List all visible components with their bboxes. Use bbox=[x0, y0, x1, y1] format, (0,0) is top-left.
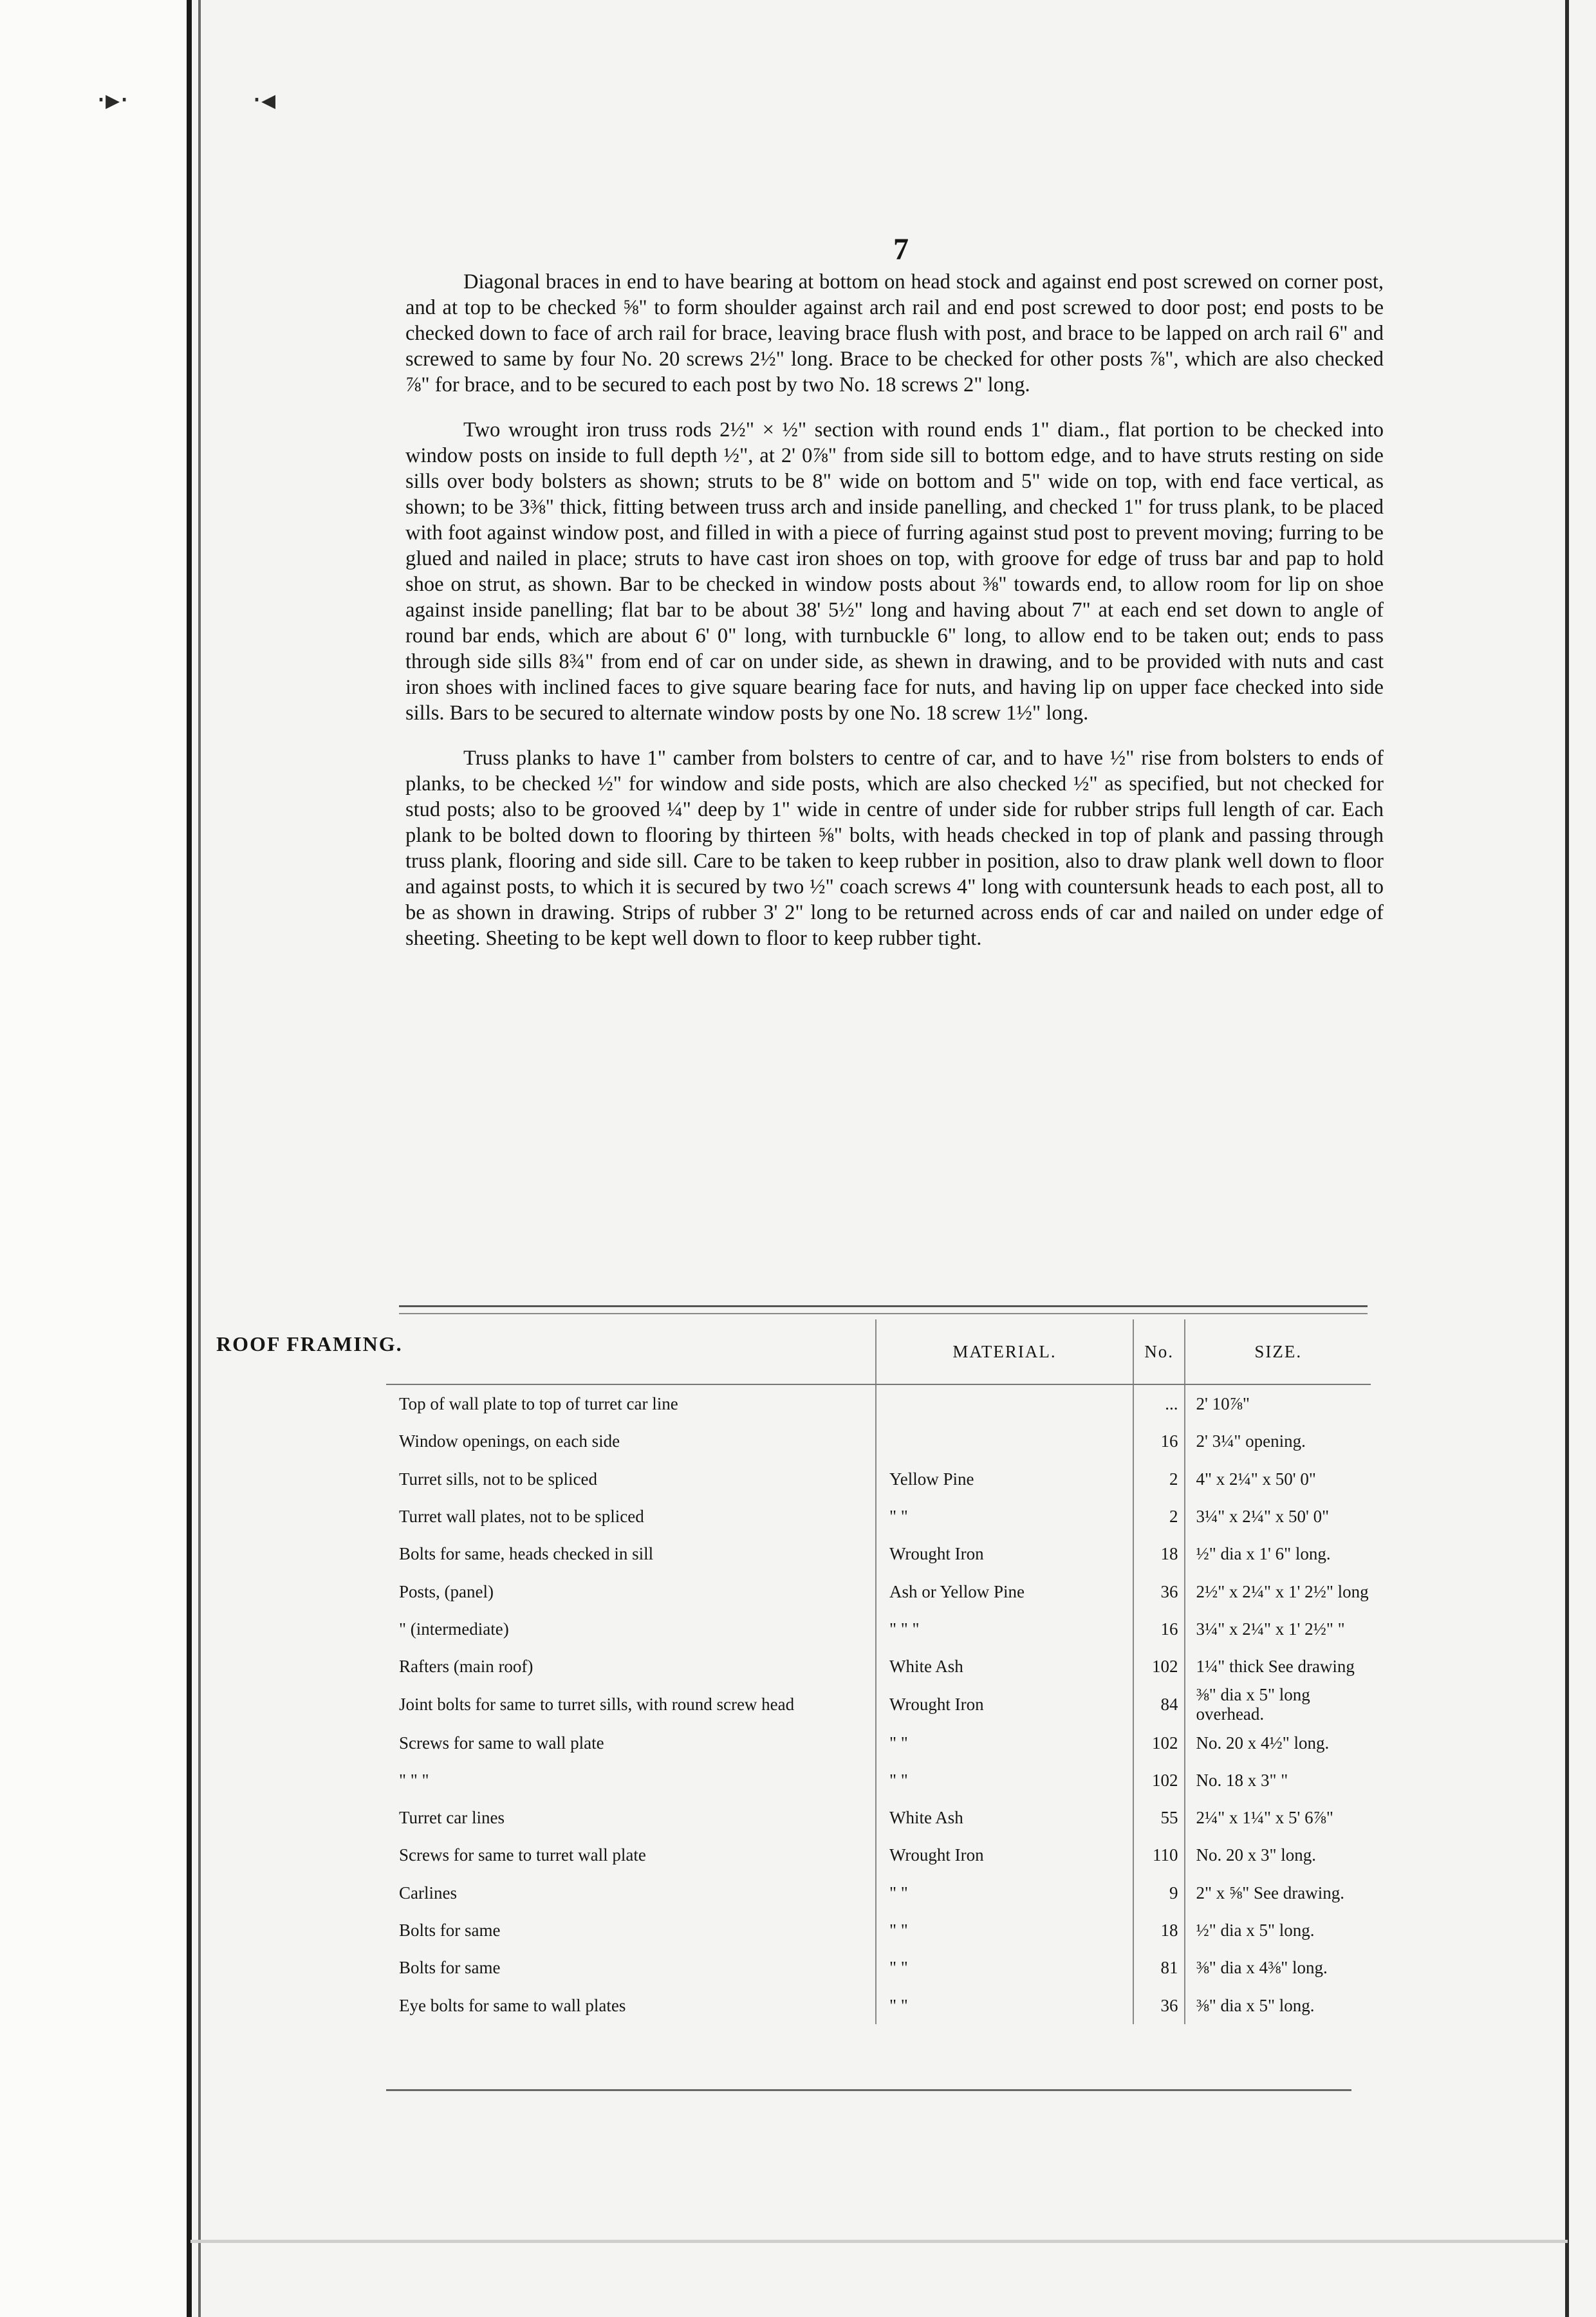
row-size: 3¼" x 2¼" x 50' 0" bbox=[1185, 1498, 1371, 1535]
row-description: Bolts for same bbox=[399, 1958, 501, 1978]
row-number: 36 bbox=[1133, 1986, 1185, 2024]
row-size: 1¼" thick See drawing bbox=[1185, 1648, 1371, 1685]
table-row bbox=[386, 1610, 1371, 1648]
table-row bbox=[386, 1384, 1371, 1422]
row-number: 36 bbox=[1133, 1572, 1185, 1610]
row-material: " " bbox=[876, 1874, 1133, 1912]
row-size: ⅜" dia x 4⅜" long. bbox=[1185, 1949, 1371, 1986]
row-size: 2¼" x 1¼" x 5' 6⅞" bbox=[1185, 1799, 1371, 1836]
row-size: ⅜" dia x 5" long. bbox=[1185, 1986, 1371, 2024]
row-material: Wrought Iron bbox=[876, 1836, 1133, 1874]
row-number: ... bbox=[1133, 1384, 1185, 1422]
row-material: Yellow Pine bbox=[876, 1460, 1133, 1498]
row-description: " " " bbox=[399, 1770, 429, 1790]
header-size: SIZE. bbox=[1185, 1319, 1371, 1384]
table-row bbox=[386, 1762, 1371, 1799]
row-material: " " bbox=[876, 1498, 1133, 1535]
table-row bbox=[386, 1648, 1371, 1685]
header-description bbox=[386, 1319, 876, 1384]
row-number: 102 bbox=[1133, 1762, 1185, 1799]
row-size: 2' 3¼" opening. bbox=[1185, 1422, 1371, 1460]
table-row bbox=[386, 1685, 1371, 1724]
table-row bbox=[386, 1986, 1371, 2024]
row-description: " (intermediate) bbox=[399, 1619, 509, 1639]
row-number: 2 bbox=[1133, 1498, 1185, 1535]
page-number: 7 bbox=[893, 232, 909, 266]
header-no: No. bbox=[1133, 1319, 1185, 1384]
row-number: 110 bbox=[1133, 1836, 1185, 1874]
row-description: Turret car lines bbox=[399, 1808, 505, 1828]
row-material: " " bbox=[876, 1949, 1133, 1986]
row-number: 9 bbox=[1133, 1874, 1185, 1912]
row-material: " " bbox=[876, 1986, 1133, 2024]
row-number: 2 bbox=[1133, 1460, 1185, 1498]
row-material: White Ash bbox=[876, 1799, 1133, 1836]
row-size: No. 20 x 4½" long. bbox=[1185, 1724, 1371, 1761]
table-row bbox=[386, 1912, 1371, 1949]
row-number: 55 bbox=[1133, 1799, 1185, 1836]
row-material: " " bbox=[876, 1912, 1133, 1949]
row-description: Screws for same to wall plate bbox=[399, 1733, 604, 1753]
paragraph-truss-rods: Two wrought iron truss rods 2½" × ½" section with round ends 1" diam., flat portion to be checked into window posts on inside to full depth ½", at 2' 0⅞" from side sill to bottom edge, and to have struts resting on side sills over body bolsters as shown; struts to be 8" wide on bottom and 5" wide on top, with end face vertical, as shown; to be 3⅜" thick, fitting between truss arch and inside panelling, and checked 1" for truss plank, to be placed with foot against window post, and filled in with a piece of furring against stud post to prevent moving; furring to be glued and nailed in place; struts to have cast iron shoes on top, with groove for edge of truss bar and pap to hold shoe on strut, as shown. Bar to be checked in window posts about ⅜" towards end, to allow room for lip on shoe against inside panelling; flat bar to be about 38' 5½" long and having about 7" at each end set down to angle of round bar ends, which are about 6' 0" long, with turnbuckle 6" long, to allow end to be taken out; ends to pass through side sills 8¾" from end of car on under side, as shewn in drawing, and to be provided with nuts and cast iron shoes with inclined faces to give square bearing face for nuts, and having lip on upper face checked into side sills. Bars to be secured to alternate window posts by one No. 18 screw 1½" long. bbox=[405, 418, 1384, 725]
body-text bbox=[405, 269, 1384, 971]
page-gutter-edge bbox=[187, 0, 192, 2317]
row-number: 18 bbox=[1133, 1535, 1185, 1572]
row-material: " " " bbox=[876, 1610, 1133, 1648]
table-bottom-rule bbox=[386, 2089, 1351, 2091]
row-description: Screws for same to turret wall plate bbox=[399, 1845, 646, 1865]
table-row bbox=[386, 1498, 1371, 1535]
table-row bbox=[386, 1949, 1371, 1986]
row-description: Joint bolts for same to turret sills, with round screw head bbox=[399, 1695, 795, 1715]
table-row bbox=[386, 1724, 1371, 1761]
row-description: Window openings, on each side bbox=[399, 1431, 620, 1451]
row-number: 16 bbox=[1133, 1610, 1185, 1648]
row-material: " " bbox=[876, 1762, 1133, 1799]
row-material: Ash or Yellow Pine bbox=[876, 1572, 1133, 1610]
roof-framing-table bbox=[386, 1319, 1371, 2024]
row-material: Wrought Iron bbox=[876, 1535, 1133, 1572]
table-top-rule-inner bbox=[399, 1313, 1368, 1314]
header-material: MATERIAL. bbox=[876, 1319, 1133, 1384]
row-number: 102 bbox=[1133, 1724, 1185, 1761]
table-row bbox=[386, 1799, 1371, 1836]
row-number: 102 bbox=[1133, 1648, 1185, 1685]
row-material: White Ash bbox=[876, 1648, 1133, 1685]
section-title: ROOF FRAMING. bbox=[216, 1332, 403, 1355]
row-material: Wrought Iron bbox=[876, 1685, 1133, 1724]
row-size: No. 18 x 3" " bbox=[1185, 1762, 1371, 1799]
row-description: Top of wall plate to top of turret car line bbox=[399, 1394, 678, 1414]
facing-page-strip bbox=[0, 0, 187, 2317]
table-row bbox=[386, 1874, 1371, 1912]
page-bottom-edge bbox=[190, 2240, 1568, 2243]
row-size: 4" x 2¼" x 50' 0" bbox=[1185, 1460, 1371, 1498]
table-header-row bbox=[386, 1319, 1371, 1384]
page-edge-mark-right: ·◂ bbox=[252, 84, 276, 116]
row-description: Turret wall plates, not to be spliced bbox=[399, 1507, 644, 1527]
table-row bbox=[386, 1535, 1371, 1572]
row-material bbox=[876, 1422, 1133, 1460]
table-row bbox=[386, 1572, 1371, 1610]
row-number: 18 bbox=[1133, 1912, 1185, 1949]
row-material bbox=[876, 1384, 1133, 1422]
row-size: 2½" x 2¼" x 1' 2½" long bbox=[1185, 1572, 1371, 1610]
row-description: Turret sills, not to be spliced bbox=[399, 1469, 597, 1489]
table-row bbox=[386, 1460, 1371, 1498]
row-number: 81 bbox=[1133, 1949, 1185, 1986]
row-size: 2' 10⅞" bbox=[1185, 1384, 1371, 1422]
row-description: Carlines bbox=[399, 1883, 457, 1903]
page-gutter-shadow bbox=[198, 0, 201, 2317]
paragraph-truss-planks: Truss planks to have 1" camber from bolsters to centre of car, and to have ½" rise from bolsters to ends of planks, to be checked ½" for window and side posts, which are also checked ½" as specified, but not checked for stud posts; also to be grooved ¼" deep by 1" wide in centre of under side for rubber strips full length of car. Each plank to be bolted down to flooring by thirteen ⅝" bolts, with heads checked in top of plank and passing through truss plank, flooring and side sill. Care to be taken to keep rubber in position, also to draw plank well down to floor and against posts, to which it is secured by two ½" coach screws 4" long with countersunk heads to each post, all to be as shown in drawing. Strips of rubber 3' 2" long to be returned across ends of car and nailed on under edge of sheeting. Sheeting to be kept well down to floor to keep rubber tight. bbox=[405, 747, 1384, 950]
page-right-edge bbox=[1565, 0, 1569, 2317]
row-size: ⅜" dia x 5" long overhead. bbox=[1185, 1685, 1371, 1724]
table-top-rule bbox=[399, 1305, 1368, 1307]
row-number: 16 bbox=[1133, 1422, 1185, 1460]
row-description: Bolts for same, heads checked in sill bbox=[399, 1544, 654, 1564]
row-material: " " bbox=[876, 1724, 1133, 1761]
row-description: Eye bolts for same to wall plates bbox=[399, 1995, 626, 2015]
row-description: Posts, (panel) bbox=[399, 1581, 494, 1601]
page-edge-mark-left: ·▸· bbox=[97, 84, 129, 116]
row-size: 2" x ⅝" See drawing. bbox=[1185, 1874, 1371, 1912]
row-size: No. 20 x 3" long. bbox=[1185, 1836, 1371, 1874]
paragraph-diagonal-braces: Diagonal braces in end to have bearing at bottom on head stock and against end post screwed on corner post, and at top to be checked ⅝" to form shoulder against arch rail and end post screwed to door post; end posts to be checked down to face of arch rail for brace, leaving brace flush with post, and brace to be lapped on arch rail 6" and screwed to same by four No. 20 screws 2½" long. Brace to be checked for other posts ⅞", which are also checked ⅞" for brace, and to be secured to each post by two No. 18 screws 2" long. bbox=[405, 270, 1384, 396]
row-size: ½" dia x 1' 6" long. bbox=[1185, 1535, 1371, 1572]
table-row bbox=[386, 1836, 1371, 1874]
row-size: 3¼" x 2¼" x 1' 2½" " bbox=[1185, 1610, 1371, 1648]
row-description: Rafters (main roof) bbox=[399, 1657, 534, 1677]
row-size: ½" dia x 5" long. bbox=[1185, 1912, 1371, 1949]
table-row bbox=[386, 1422, 1371, 1460]
row-number: 84 bbox=[1133, 1685, 1185, 1724]
row-description: Bolts for same bbox=[399, 1921, 501, 1940]
